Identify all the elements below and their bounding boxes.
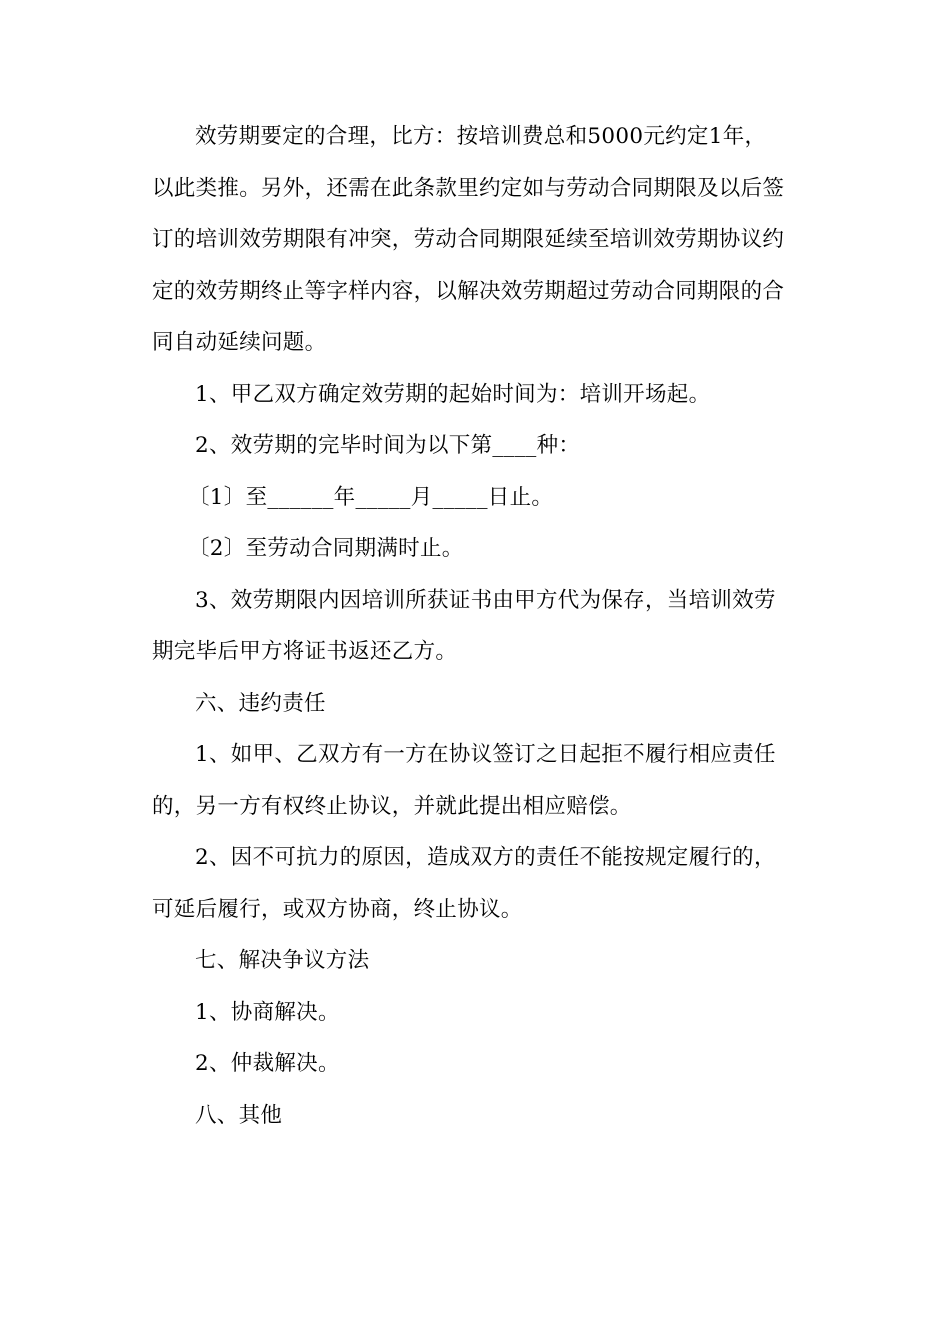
- paragraph-line: 2、效劳期的完毕时间为以下第____种：: [195, 433, 581, 458]
- section-heading: 八、其他: [195, 1102, 283, 1128]
- paragraph-line: 效劳期要定的合理，比方：按培训费总和5000元约定1年，: [195, 124, 767, 149]
- paragraph-line: 1、协商解决。: [195, 999, 340, 1025]
- paragraph-line: 2、仲裁解决。: [195, 1051, 340, 1076]
- paragraph-line: 〔1〕至______年_____月_____日止。: [188, 484, 554, 510]
- document-body: [152, 119, 812, 1149]
- section-heading: 七、解决争议方法: [195, 948, 370, 973]
- paragraph-line: 3、效劳期限内因培训所获证书由甲方代为保存，当培训效劳: [195, 587, 776, 613]
- paragraph-line: 1、甲乙双方确定效劳期的起始时间为：培训开场起。: [195, 381, 711, 407]
- paragraph-line: 1、如甲、乙双方有一方在协议签订之日起拒不履行相应责任: [195, 742, 776, 767]
- paragraph-line: 可延后履行，或双方协商，终止协议。: [152, 896, 523, 922]
- paragraph-line: 定的效劳期终止等字样内容，以解决效劳期超过劳动合同期限的合: [152, 278, 785, 304]
- paragraph-line: 的，另一方有权终止协议，并就此提出相应赔偿。: [152, 793, 632, 819]
- paragraph-line: 〔2〕至劳动合同期满时止。: [188, 536, 464, 561]
- paragraph-line: 以此类推。另外，还需在此条款里约定如与劳动合同期限及以后签: [152, 175, 785, 201]
- paragraph-line: 2、因不可抗力的原因，造成双方的责任不能按规定履行的，: [195, 845, 776, 870]
- paragraph-line: 同自动延续问题。: [152, 330, 327, 355]
- paragraph-line: 订的培训效劳期限有冲突，劳动合同期限延续至培训效劳期协议约: [152, 227, 785, 252]
- paragraph-line: 期完毕后甲方将证书返还乙方。: [152, 639, 458, 664]
- section-heading: 六、违约责任: [195, 690, 326, 716]
